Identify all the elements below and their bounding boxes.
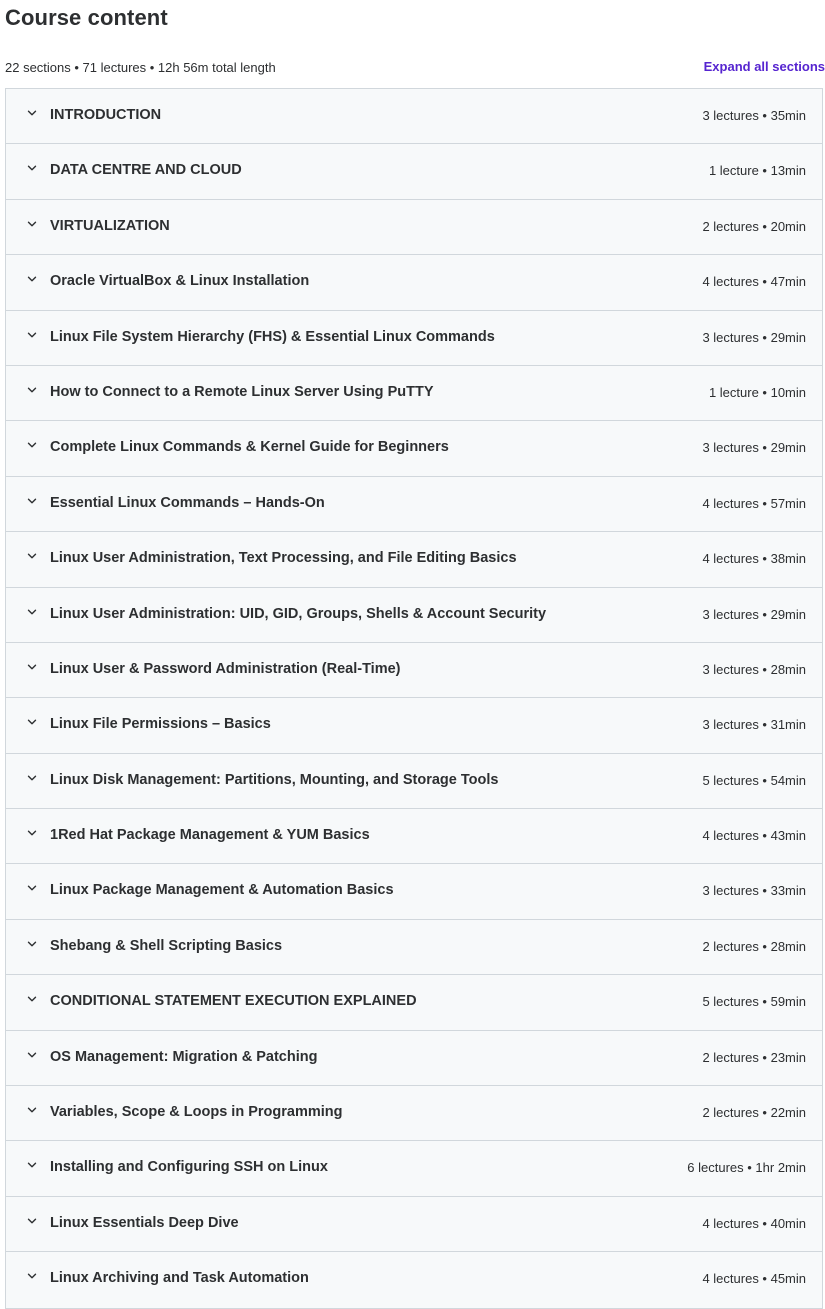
section-header[interactable]: [6, 698, 822, 753]
chevron-down-icon: [26, 1049, 38, 1061]
section-header[interactable]: [6, 1031, 822, 1086]
section-header[interactable]: [6, 311, 822, 366]
section-meta: 4 lectures • 43min: [702, 828, 806, 844]
chevron-down-icon: [26, 218, 38, 230]
section-header[interactable]: [6, 366, 822, 421]
chevron-down-icon: [26, 162, 38, 174]
section-title: Variables, Scope & Loops in Programming: [50, 1104, 343, 1121]
chevron-down-icon: [26, 495, 38, 507]
section-meta: 1 lecture • 13min: [708, 163, 806, 179]
chevron-down-icon: [26, 993, 38, 1005]
chevron-down-icon: [26, 661, 38, 673]
section-header[interactable]: [6, 477, 822, 532]
section-title: Installing and Configuring SSH on Linux: [50, 1159, 328, 1176]
section-header[interactable]: [6, 255, 822, 310]
section-header[interactable]: [6, 1141, 822, 1196]
section-title: DATA CENTRE AND CLOUD: [50, 162, 242, 179]
section-title: Linux Package Management & Automation Basics: [50, 882, 394, 899]
chevron-down-icon: [26, 1159, 38, 1171]
expand-all-sections-button[interactable]: Expand all sections: [703, 59, 825, 74]
section-meta: 3 lectures • 29min: [702, 606, 806, 622]
section-header[interactable]: [6, 588, 822, 643]
chevron-down-icon: [26, 550, 38, 562]
section-title: VIRTUALIZATION: [50, 217, 170, 234]
chevron-down-icon: [26, 1215, 38, 1227]
section-header[interactable]: [6, 1252, 822, 1307]
section-title: Complete Linux Commands & Kernel Guide for Beginners: [50, 439, 449, 456]
section-title: OS Management: Migration & Patching: [50, 1048, 318, 1065]
section-title: Essential Linux Commands – Hands-On: [50, 494, 325, 511]
section-meta: 6 lectures • 1hr 2min: [687, 1160, 806, 1176]
chevron-down-icon: [26, 1104, 38, 1116]
section-title: Oracle VirtualBox & Linux Installation: [50, 273, 310, 290]
section-meta: 2 lectures • 23min: [702, 1049, 806, 1065]
section-title: Linux Archiving and Task Automation: [50, 1270, 309, 1287]
section-meta: 4 lectures • 47min: [702, 274, 806, 290]
section-title: Linux User & Password Administration (Real-Time): [50, 660, 401, 677]
section-title: CONDITIONAL STATEMENT EXECUTION EXPLAINED: [50, 993, 417, 1010]
section-header[interactable]: [6, 864, 822, 919]
page-title: Course content: [5, 5, 168, 30]
section-title: Shebang & Shell Scripting Basics: [50, 937, 283, 954]
section-meta: 2 lectures • 22min: [702, 1105, 806, 1121]
chevron-down-icon: [26, 772, 38, 784]
chevron-down-icon: [26, 107, 38, 119]
section-meta: 4 lectures • 45min: [702, 1271, 806, 1287]
section-meta: 2 lectures • 28min: [702, 938, 806, 954]
chevron-down-icon: [26, 716, 38, 728]
section-meta: 3 lectures • 31min: [702, 717, 806, 733]
section-header[interactable]: [6, 1197, 822, 1252]
section-title: Linux File System Hierarchy (FHS) & Essential Linux Commands: [50, 328, 495, 345]
chevron-down-icon: [26, 384, 38, 396]
section-header[interactable]: [6, 754, 822, 809]
section-header[interactable]: [6, 200, 822, 255]
section-meta: 3 lectures • 33min: [702, 883, 806, 899]
course-summary-row: [5, 58, 825, 78]
section-header[interactable]: [6, 144, 822, 199]
section-header[interactable]: [6, 809, 822, 864]
chevron-down-icon: [26, 606, 38, 618]
chevron-down-icon: [26, 882, 38, 894]
chevron-down-icon: [26, 273, 38, 285]
section-meta: 4 lectures • 57min: [702, 495, 806, 511]
section-meta: 4 lectures • 40min: [702, 1215, 806, 1231]
section-meta: 3 lectures • 29min: [702, 440, 806, 456]
section-meta: 2 lectures • 20min: [702, 218, 806, 234]
section-title: Linux Disk Management: Partitions, Mounting, and Storage Tools: [50, 771, 499, 788]
section-header[interactable]: [6, 89, 822, 144]
section-header[interactable]: [6, 920, 822, 975]
section-title: 1Red Hat Package Management & YUM Basics: [50, 827, 370, 844]
section-header[interactable]: [6, 532, 822, 587]
section-header[interactable]: [6, 1086, 822, 1141]
section-meta: 5 lectures • 54min: [702, 772, 806, 788]
chevron-down-icon: [26, 827, 38, 839]
section-title: Linux User Administration, Text Processing, and File Editing Basics: [50, 550, 517, 567]
chevron-down-icon: [26, 439, 38, 451]
section-title: Linux File Permissions – Basics: [50, 716, 271, 733]
section-meta: 4 lectures • 38min: [702, 551, 806, 567]
section-meta: 3 lectures • 35min: [702, 108, 806, 123]
section-title: Linux User Administration: UID, GID, Groups, Shells & Account Security: [50, 605, 547, 622]
chevron-down-icon: [26, 329, 38, 341]
section-title: How to Connect to a Remote Linux Server Using PuTTY: [50, 383, 434, 400]
section-title: Linux Essentials Deep Dive: [50, 1214, 239, 1231]
chevron-down-icon: [26, 938, 38, 950]
chevron-down-icon: [26, 1270, 38, 1282]
course-sections-list: [5, 88, 823, 1309]
section-title: INTRODUCTION: [50, 107, 162, 123]
section-meta: 1 lecture • 10min: [708, 384, 806, 400]
section-header[interactable]: [6, 643, 822, 698]
section-meta: 5 lectures • 59min: [702, 994, 806, 1010]
section-meta: 3 lectures • 29min: [702, 329, 806, 345]
section-meta: 3 lectures • 28min: [702, 661, 806, 677]
course-summary: 22 sections • 71 lectures • 12h 56m total length: [5, 60, 276, 75]
section-header[interactable]: [6, 975, 822, 1030]
section-header[interactable]: [6, 421, 822, 476]
